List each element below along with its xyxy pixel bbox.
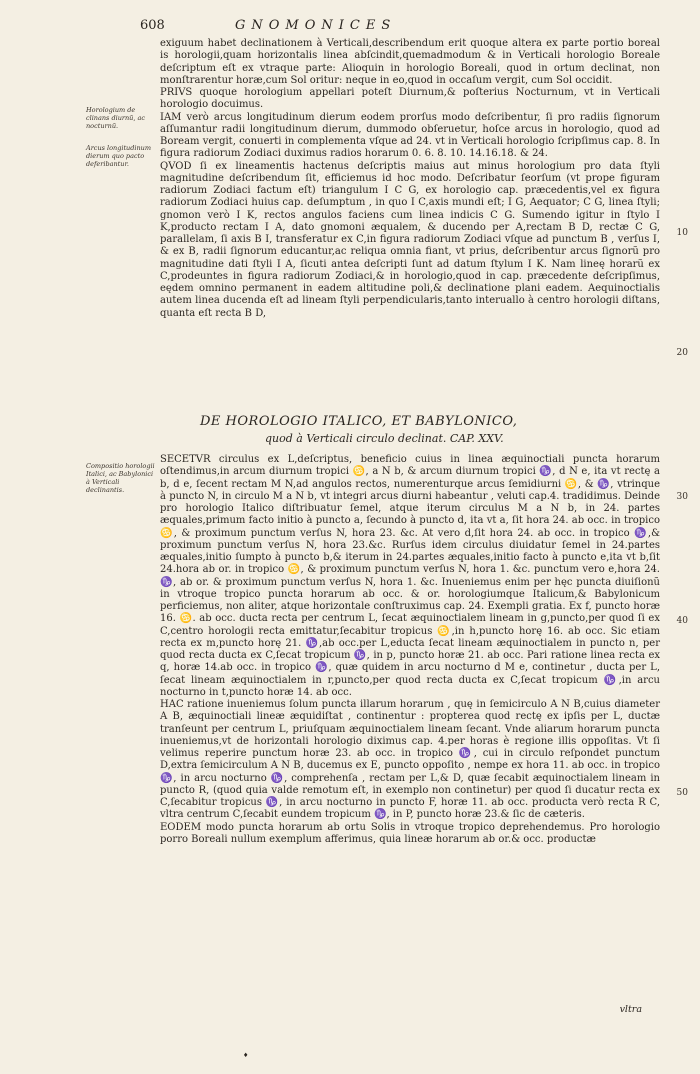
margin-note: Arcus longitudinum dierum quo pacto deferibantur. [86,144,152,168]
page-number: 608 [140,18,165,33]
body-text-lower [160,454,660,846]
paragraph: QVOD ſi ex lineamentis hactenus deſcriptis maius aut minus horologium pro data ſtyli magnitudine deſcribendum ſit, efficiemus id hoc modo. Deſcribatur ſeorſum (vt prope figuram radiorum Zodiaci factum eſt) triangulum I C G, ex horologio cap. præcedentis,vel ex figura radiorum Zodiaci huius cap. deſumptum , in quo I C,axis mundi eſt; I G, Aequator; C G, linea ſtyli; gnomon verò I K, rectos angulos faciens cum linea indicis C G. Sumendo igitur in ſtylo I K,producto rectam I A, dato gnomoni æqualem, & ducendo per A,rectam B D, rectæ C G, parallelam, ſi axis B I, transferatur ex C,in figura radiorum Zodiaci vſque ad punctum B , verſus I, & ex B, radii ſignorum educantur,ac reliqua omnia fiant, vt prius, deſcribentur arcus ſignorũ pro magnitudine dati ſtyli I A, ſicuti antea deſcripti ſunt ad datum ſtylum I K. Nam lineę horarũ ex C,prodeuntes in figura radiorum Zodiaci,& in horologio,quod in cap. præcedente deſcripſimus, eędem omnino permanent in eadem altitudine poli,& declinatione plani eadem. Aequinoctialis autem linea ducenda eſt ad lineam ſtyli perpendicularis,tanto interuallo à centro horologii diſtans, quanta eſt recta B D, [160,160,660,319]
paragraph: SECETVR circulus ex L,deſcriptus, beneficio cuius in linea æquinoctiali puncta horarum oſtendimus,in arcum diurnum tropici ♋, a N b, & arcum diurnum tropici ♑, d N e, ita vt rectę a b, d e, ſecent rectam M N,ad angulos rectos, numerenturque arcus ſemidiurni ♋, & ♑, vtrinque à puncto N, in circulo M a N b, vt integri arcus diurni habeantur , veluti cap.4. tradidimus. Deinde pro horologio Italico diſtribuatur ſemel, atque iterum circulus M a N b, in 24. partes æquales,primum facto initio à puncto a, ſecundo à puncto d, ita vt a, ſit hora 24. ab occ. in tropico ♋, & proximum punctum verſus N, hora 23. &c. At vero d,ſit hora 24. ab occ. in tropico ♑,& proximum punctum verſus N, hora 23.&c. Rurſus idem circulus diuidatur ſemel in 24.partes æquales,initio ſumpto à puncto b,& iterum in 24.partes æquales,initio facto à puncto e,ita vt b,ſit 24.hora ab or. in tropico ♋, & proximum punctum verſus N, hora 1. &c. punctum vero e,hora 24. ♑, ab or. & proximum punctum verſus N, hora 1. &c. Inueniemus enim per hęc puncta diuiſionũ in vtroque tropico puncta horarum ab occ. & or. horologiumque Italicum,& Babylonicum perficiemus, non aliter, atque horizontale conſtruximus cap. 24. Exempli gratia. Ex f, puncto horæ 16. ♋. ab occ. ducta recta per centrum L, ſecat æquinoctialem lineam in g,puncto,per quod ſi ex C,centro horologii recta emittatur,ſecabitur tropicus ♋,in h,puncto horę 16. ab occ. Sic etiam recta ex m,puncto horę 21. ♑,ab occ.per L,educta ſecat lineam æquinoctialem in puncto n, per quod recta ducta ex C,ſecat tropicum ♑, in p, puncto horæ 21. ab occ. Pari ratione linea recta ex q, horæ 14.ab occ. in tropico ♑, quæ quidem in arcu nocturno d M e, continetur , ducta per L, ſecat lineam æquinoctialem in r,puncto,per quod recta ducta ex C,ſecat tropicum ♑,in arcu nocturno in t,puncto horæ 14. ab occ. [160,454,660,698]
body-text-upper [160,38,660,320]
line-number: 30 [676,492,688,502]
paragraph: EODEM modo puncta horarum ab ortu Solis in vtroque tropico deprehendemus. Pro horologio porro Boreali nullum exemplum afferimus, quia lineæ horarum ab or.& occ. productæ [160,821,660,845]
paragraph: exiguum habet declinationem à Verticali,describendum erit quoque altera ex parte portio boreal is horologii,quam horizontalis linea abſcindit,quemadmodum & in Verticali horologio Boreale deſcriptum eſt ex vtraque parte: Alioquin in horologio Boreali, quod in ortum declinat, non monſtrarentur horæ,cum Sol oritur: neque in eo,quod in occaſum vergit, cum Sol occidit. [160,38,660,86]
running-head: GNOMONICES [235,18,397,33]
bottom-mark: ♦ [243,1052,249,1059]
line-number: 40 [676,616,688,626]
section-heading: DE HOROLOGIO ITALICO, ET BABYLONICO, [200,414,518,429]
catchword: vltra [619,1004,642,1015]
line-number: 50 [676,788,688,798]
margin-note: Horologium de clinans diurnũ, ac nocturnũ. [86,106,146,130]
section-subheading: quod à Verticali circulo declinat. CAP. XXV. [265,432,504,445]
paragraph: IAM verò arcus longitudinum dierum eodem prorſus modo deſcribentur, ſi pro radiis ſignorum aſſumantur radii longitudinum dierum, dummodo obſeruetur, hoſce arcus in horologio, quod ad Boream vergit, conuerti in complementa vſque ad 24. vt in Verticali horologio ſcripſimus cap. 8. In figura radiorum Zodiaci duximus radios horarum 0. 6. 8. 10. 14.16.18. & 24. [160,111,660,160]
line-number: 10 [676,228,688,238]
paragraph: HAC ratione inueniemus ſolum puncta illarum horarum , quę in ſemicirculo A N B,cuius diameter A B, æquinoctiali lineæ æquidiſtat , continentur : propterea quod rectę ex ipſis per L, ductæ tranſeunt per centrum L, priuſquam æquinoctialem lineam ſecant. Vnde aliarum horarum puncta inueniemus,vt de horizontali horologio diximus cap. 4.per horas è regione illis oppoſitas. Vt ſi velimus reperire punctum horæ 23. ab occ. in tropico ♑, cui in circulo reſpondet punctum D,extra ſemicirculum A N B, ducemus ex E, puncto oppoſito , nempe ex hora 11. ab occ. in tropico ♑, in arcu nocturno ♑, comprehenſa , rectam per L,& D, quæ ſecabit æquinoctialem lineam in puncto R, (quod quia valde remotum eſt, in exemplo non continetur) per quod ſi ducatur recta ex C,ſecabitur tropicus ♑, in arcu nocturno in puncto F, horæ 11. ab occ. producta verò recta R C, vltra centrum C,ſecabit eundem tropicum ♑, in P, puncto horæ 23.& ſic de cæteris. [160,699,660,821]
margin-note: Compositio horologii Italici, ac Babylonici à Verticali declinantis. [86,462,155,494]
line-number: 20 [676,348,688,358]
paragraph: PRIVS quoque horologium appellari poteſt Diurnum,& poſterius Nocturnum, vt in Verticali horologio docuimus. [160,87,660,111]
